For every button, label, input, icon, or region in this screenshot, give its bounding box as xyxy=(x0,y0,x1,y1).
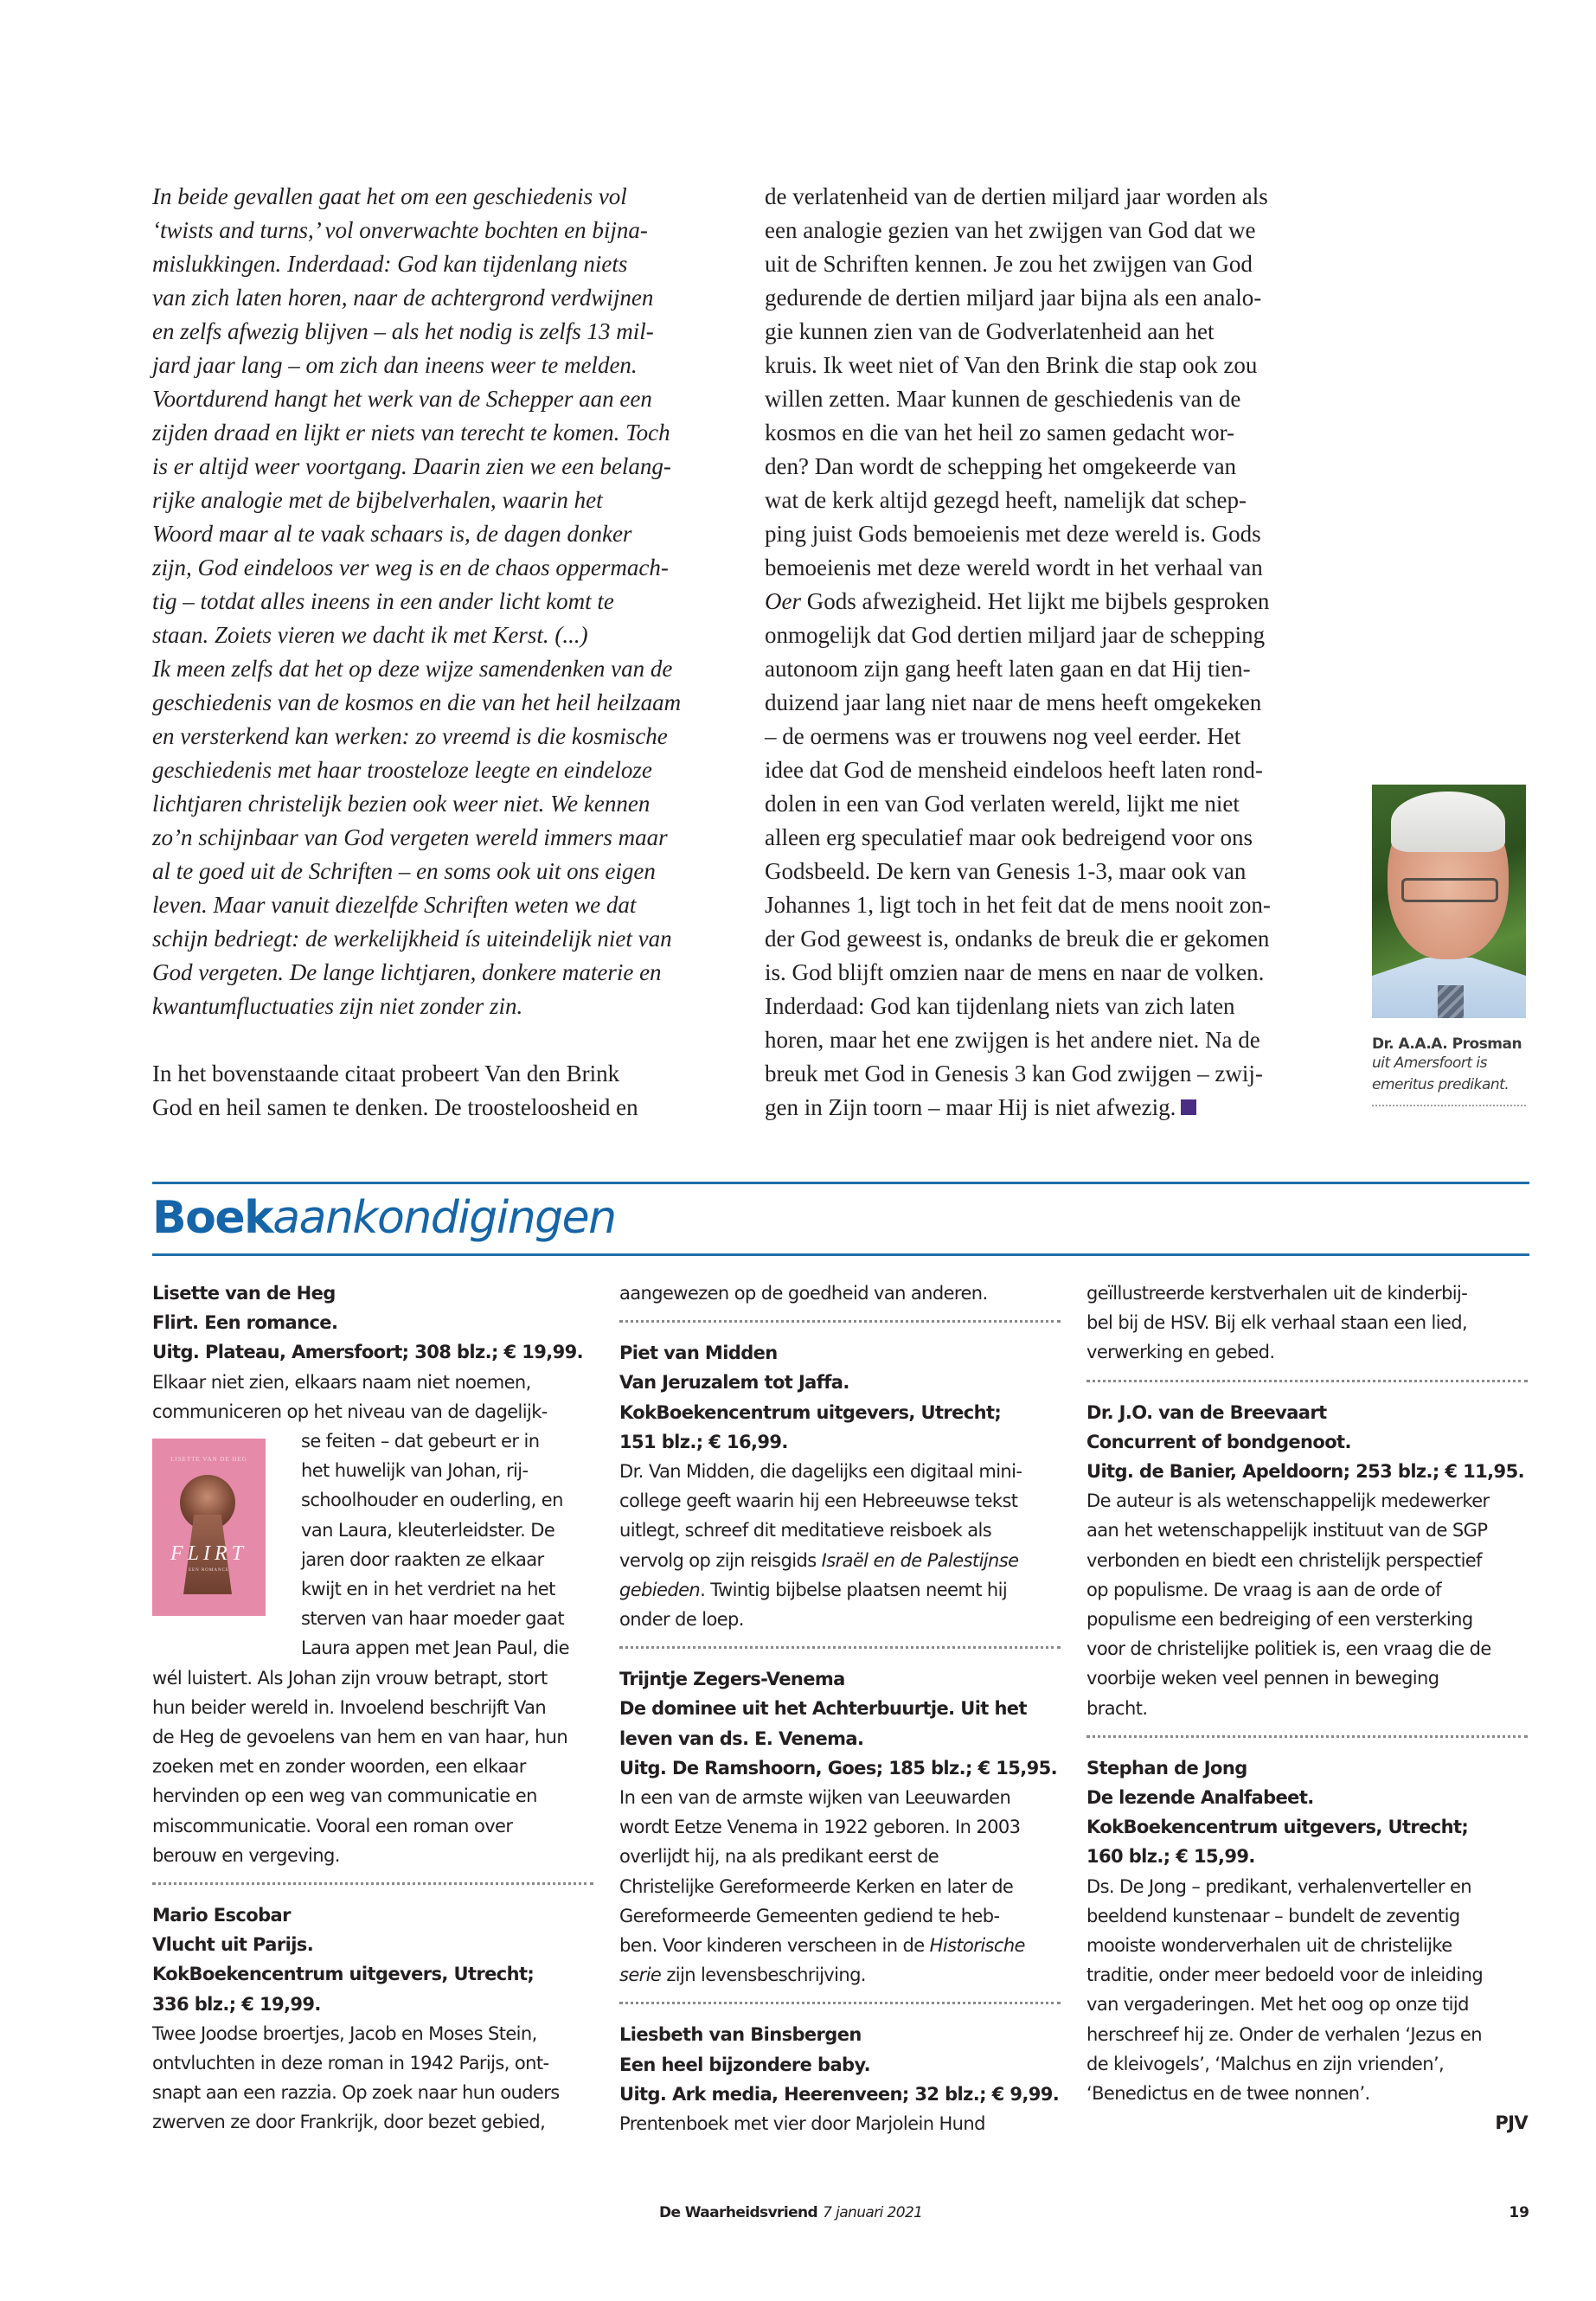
book-text-line: serie zijn levensbeschrijving. xyxy=(619,1965,866,1986)
dotted-divider xyxy=(619,1990,1061,2004)
book-text-line: Christelijke Gereformeerde Kerken en later de xyxy=(619,1875,1014,1897)
book-text-line: mooiste wonderverhalen uit de christelijke xyxy=(1086,1935,1452,1957)
quote-line: staan. Zoiets vieren we dacht ik met Kerst. (...) xyxy=(152,622,588,648)
book-text-line: miscommunicatie. Vooral een roman over xyxy=(152,1815,513,1836)
book-text-line: In een van de armste wijken van Leeuwarden xyxy=(619,1787,1011,1809)
page-footer xyxy=(152,2204,1529,2230)
book-text-line: ‘Benedictus en de twee nonnen’. xyxy=(1086,2083,1370,2105)
book-text-line: aan het wetenschappelijk instituut van de SGP xyxy=(1086,1520,1488,1541)
book-text-line: sterven van haar moeder gaat xyxy=(301,1608,564,1630)
body-line: – de oermens was er trouwens nog veel eerder. Het xyxy=(765,723,1241,749)
book-text-line: communiceren op het niveau van de dagelijk- xyxy=(152,1400,548,1422)
book-text-line: hun beider wereld in. Invoelend beschrijft Van xyxy=(152,1696,547,1718)
body-line: ping juist Gods bemoeienis met deze wereld is. Gods xyxy=(765,521,1261,547)
book-text-line: Prentenboek met vier door Marjolein Hund xyxy=(619,2113,985,2135)
book-text-line: Laura appen met Jean Paul, die xyxy=(301,1638,569,1659)
book-text-line: Twee Joodse broertjes, Jacob en Moses Stein, xyxy=(152,2022,537,2044)
quote-line: zijn, God eindeloos ver weg is en de chaos oppermach- xyxy=(152,554,669,580)
book-text-line: kwijt en in het verdriet na het xyxy=(301,1579,555,1600)
book-text-line: traditie, onder meer bedoeld voor de inleiding xyxy=(1086,1965,1484,1986)
book-title: Flirt. Een romance. xyxy=(152,1312,338,1334)
book-text-line: onder de loep. xyxy=(619,1609,744,1631)
body-line: is. God blijft omzien naar de mens en naar de volken. xyxy=(765,959,1265,985)
body-line: de verlatenheid van de dertien miljard jaar worden als xyxy=(765,183,1268,209)
book-price: 151 blz.; € 16,99. xyxy=(619,1431,788,1452)
book-text-line: voor de christelijke politiek is, een vraag die de xyxy=(1086,1638,1491,1660)
book-entry xyxy=(619,1338,1061,1634)
quote-line: lichtjaren christelijk bezien ook weer niet. We kennen xyxy=(152,791,651,817)
body-line: kruis. Ik weet niet of Van den Brink die stap ook zou xyxy=(765,352,1258,378)
quote-line: Ik meen zelfs dat het op deze wijze samendenken van de xyxy=(152,656,673,682)
book-publisher: Uitg. De Ramshoorn, Goes; 185 blz.; € 15,95. xyxy=(619,1757,1058,1779)
page-number: 19 xyxy=(1509,2204,1529,2221)
book-text-line: op populisme. De vraag is aan de orde of xyxy=(1086,1579,1441,1600)
quote-line: Voortdurend hangt het werk van de Schepper aan een xyxy=(152,386,652,412)
body-line: In het bovenstaande citaat probeert Van den Brink xyxy=(152,1061,620,1086)
book-text-line: gebieden. Twintig bijbelse plaatsen neemt hij xyxy=(619,1579,1008,1600)
body-line: een analogie gezien van het zwijgen van God dat we xyxy=(765,217,1256,243)
quote-line: kwantumfluctuaties zijn niet zonder zin. xyxy=(152,993,523,1019)
article-middle-column xyxy=(765,180,1336,1125)
book-text-line: college geeft waarin hij een Hebreeuwse tekst xyxy=(619,1490,1018,1512)
book-title: De lezende Analfabeet. xyxy=(1086,1787,1314,1809)
book-author: Stephan de Jong xyxy=(1086,1757,1247,1779)
book-author: Piet van Midden xyxy=(619,1343,778,1364)
book-text-line: voorbije weken veel pennen in beweging xyxy=(1086,1668,1439,1689)
book-text-line: verbonden en biedt een christelijk perspectief xyxy=(1086,1549,1482,1571)
book-text-line: ben. Voor kinderen verscheen in de Historische xyxy=(619,1935,1025,1957)
quote-line: Woord maar al te vaak schaars is, de dagen donker xyxy=(152,521,632,547)
dotted-divider xyxy=(619,1634,1061,1649)
quote-line: ‘twists and turns,’ vol onverwachte bochten en bijna- xyxy=(152,217,648,243)
book-cover-flirt: LISETTE VAN DE HEG FLIRT EEN ROMANCE xyxy=(152,1439,266,1616)
book-author: Liesbeth van Binsbergen xyxy=(619,2024,862,2046)
quote-line: zijden draad en lijkt er niets van terecht te komen. Toch xyxy=(152,420,670,445)
book-text-line: verwerking en gebed. xyxy=(1086,1342,1275,1363)
author-description: uit Amersfoort is emeritus predikant. xyxy=(1372,1054,1509,1093)
body-line: Johannes 1, ligt toch in het feit dat de mens nooit zon- xyxy=(765,892,1271,918)
quote-line: mislukkingen. Inderdaad: God kan tijdenlang niets xyxy=(152,251,628,277)
quote-line: en zelfs afwezig blijven – als het nodig is zelfs 13 mil- xyxy=(152,318,654,344)
book-text-line: Ds. De Jong – predikant, verhalenverteller en xyxy=(1086,1875,1472,1897)
book-text-line: se feiten – dat gebeurt er in xyxy=(301,1431,540,1452)
book-title: Vlucht uit Parijs. xyxy=(152,1934,314,1956)
book-text-line: zoeken met en zonder woorden, een elkaar xyxy=(152,1756,526,1778)
body-line: bemoeienis met deze wereld wordt in het verhaal van xyxy=(765,554,1263,580)
book-title: Concurrent of bondgenoot. xyxy=(1086,1431,1351,1452)
dotted-divider xyxy=(1086,1723,1528,1738)
section-rule-bottom xyxy=(152,1253,1529,1256)
quote-line: is er altijd weer voortgang. Daarin zien we een belang- xyxy=(152,453,671,479)
book-text-line: bracht. xyxy=(1086,1697,1148,1719)
book-publisher: KokBoekencentrum uitgevers, Utrecht; xyxy=(1086,1817,1469,1838)
article-left-column xyxy=(152,180,723,1125)
body-line: gedurende de dertien miljard jaar bijna als een analo- xyxy=(765,285,1262,311)
author-photo xyxy=(1372,785,1526,1018)
body-line: gen in Zijn toorn – maar Hij is niet afwezig. xyxy=(765,1091,1336,1125)
book-text-line: Dr. Van Midden, die dagelijks een digitaal mini- xyxy=(619,1461,1022,1483)
body-line: alleen erg speculatief maar ook bedreigend voor ons xyxy=(765,824,1253,850)
body-line: duizend jaar lang niet naar de mens heeft omgekeken xyxy=(765,689,1262,715)
book-text-line: herschreef hij ze. Onder de verhalen ‘Jezus en xyxy=(1086,2023,1482,2045)
quote-line: zo’n schijnbaar van God vergeten wereld immers maar xyxy=(152,824,668,850)
book-price: 160 blz.; € 15,99. xyxy=(1086,1846,1255,1868)
body-line: breuk met God in Genesis 3 kan God zwijgen – zwij- xyxy=(765,1061,1263,1086)
book-text-line: berouw en vergeving. xyxy=(152,1844,340,1866)
book-text-line: wordt Eetze Venema in 1922 geboren. In 2003 xyxy=(619,1817,1021,1838)
book-text-line: bel bij de HSV. Bij elk verhaal staan een lied, xyxy=(1086,1312,1468,1334)
book-author: Mario Escobar xyxy=(152,1905,291,1926)
body-line: kosmos en die van het heil zo samen gedacht wor- xyxy=(765,420,1235,445)
quote-line: leven. Maar vanuit diezelfde Schriften weten we dat xyxy=(152,892,637,918)
book-entry xyxy=(152,1900,593,2138)
book-title: De dominee uit het Achterbuurtje. Uit het xyxy=(619,1698,1027,1720)
book-text-line: overlijdt hij, na als predikant eerst de xyxy=(619,1846,939,1868)
book-entry xyxy=(619,1664,1061,1990)
book-text-line: de kleivogels’, ‘Malchus en zijn vrienden’, xyxy=(1086,2053,1445,2074)
footer-publication xyxy=(659,2204,922,2221)
body-line: wat de kerk altijd gezegd heeft, namelijk dat schep- xyxy=(765,487,1247,513)
body-line: onmogelijk dat God dertien miljard jaar de schepping xyxy=(765,622,1266,648)
books-column-3 xyxy=(1086,1279,1528,2138)
block-quote xyxy=(152,180,723,1023)
book-title-italic: Oer xyxy=(765,588,801,614)
book-title: leven van ds. E. Venema. xyxy=(619,1727,864,1749)
author-box xyxy=(1372,785,1526,1106)
book-text-line: zwerven ze door Frankrijk, door bezet gebied, xyxy=(152,2112,546,2133)
body-paragraph xyxy=(152,1057,723,1125)
quote-line: al te goed uit de Schriften – en soms ook uit ons eigen xyxy=(152,858,656,884)
body-line: idee dat God de mensheid eindeloos heeft laten rond- xyxy=(765,757,1263,783)
book-text-line: uitlegt, schreef dit meditatieve reisboek als xyxy=(619,1520,992,1541)
book-title: Een heel bijzondere baby. xyxy=(619,2054,870,2075)
book-text-line: geïllustreerde kerstverhalen uit de kinderbij- xyxy=(1086,1283,1468,1304)
body-line: den? Dan wordt de schepping het omgekeerde van xyxy=(765,453,1237,479)
book-entry xyxy=(1086,1398,1528,1723)
dotted-divider xyxy=(1372,1105,1526,1106)
quote-line: schijn bedriegt: de werkelijkheid ís uiteindelijk niet van xyxy=(152,926,672,952)
body-line: Oer Gods afwezigheid. Het lijkt me bijbels gesproken xyxy=(765,588,1270,614)
section-rule-top xyxy=(152,1182,1529,1184)
book-text-line: snapt aan een razzia. Op zoek naar hun ouders xyxy=(152,2082,560,2104)
book-text-line: wél luistert. Als Johan zijn vrouw betrapt, stort xyxy=(152,1667,548,1689)
book-publisher: Uitg. de Banier, Apeldoorn; 253 blz.; € 11,95. xyxy=(1086,1461,1524,1483)
book-text-line: vervolg op zijn reisgids Israël en de Palestijnse xyxy=(619,1549,1019,1571)
quote-line: God vergeten. De lange lichtjaren, donkere materie en xyxy=(152,959,662,985)
book-text-line: de Heg de gevoelens van hem en van haar, hun xyxy=(152,1727,568,1748)
quote-line: geschiedenis met haar troosteloze leegte en eindeloze xyxy=(152,757,652,783)
book-author: Dr. J.O. van de Breevaart xyxy=(1086,1401,1327,1423)
book-text-line: het huwelijk van Johan, rij- xyxy=(301,1460,529,1482)
books-column-2 xyxy=(619,1279,1061,2138)
quote-line: en versterkend kan werken: zo vreemd is die kosmische xyxy=(152,723,668,749)
book-text-line: Elkaar niet zien, elkaars naam niet noemen, xyxy=(152,1371,531,1393)
book-entry xyxy=(152,1279,593,1870)
author-name: Dr. A.A.A. Prosman xyxy=(1372,1035,1522,1053)
section-title: Boekaankondigingen xyxy=(152,1192,616,1244)
book-author: Lisette van de Heg xyxy=(152,1283,336,1304)
book-publisher: KokBoekencentrum uitgevers, Utrecht; xyxy=(152,1964,535,1985)
body-line: dolen in een van God verlaten wereld, lijkt me niet xyxy=(765,791,1240,817)
reviewer-signature: PJV xyxy=(1495,2112,1528,2134)
body-line: Inderdaad: God kan tijdenlang niets van zich laten xyxy=(765,993,1235,1019)
body-line: der God geweest is, ondanks de breuk die er gekomen xyxy=(765,926,1270,952)
quote-line: van zich laten horen, naar de achtergrond verdwijnen xyxy=(152,285,654,311)
dotted-divider xyxy=(152,1870,593,1885)
quote-line: rijke analogie met de bijbelverhalen, waarin het xyxy=(152,487,603,513)
book-text-line: De auteur is als wetenschappelijk medewerker xyxy=(1086,1490,1490,1512)
end-of-article-square-icon xyxy=(1181,1099,1196,1115)
body-line: God en heil samen te denken. De troosteloosheid en xyxy=(152,1094,638,1120)
book-title: Van Jeruzalem tot Jaffa. xyxy=(619,1372,849,1394)
book-text-line: hervinden op een weg van communicatie en xyxy=(152,1785,537,1807)
quote-line: In beide gevallen gaat het om een geschiedenis vol xyxy=(152,183,627,209)
body-line: gie kunnen zien van de Godverlatenheid aan het xyxy=(765,318,1215,344)
quote-line: geschiedenis van de kosmos en die van het heil heilzaam xyxy=(152,689,682,715)
dotted-divider xyxy=(1086,1368,1528,1382)
dotted-divider xyxy=(619,1308,1061,1323)
book-text-line: Gereformeerde Gemeenten gediend te heb- xyxy=(619,1905,1000,1926)
book-text-line: ontvluchten in deze roman in 1942 Parijs, ont- xyxy=(152,2053,549,2074)
book-text-line: van Laura, kleuterleidster. De xyxy=(301,1519,555,1541)
book-price: 336 blz.; € 19,99. xyxy=(152,1993,321,2015)
body-line: willen zetten. Maar kunnen de geschiedenis van de xyxy=(765,386,1241,412)
book-text-line: van vergaderingen. Met het oog op onze tijd xyxy=(1086,1994,1469,2016)
book-text-line: beeldend kunstenaar – bundelt de zeventig xyxy=(1086,1905,1460,1926)
quote-line: jard jaar lang – om zich dan ineens weer te melden. xyxy=(152,352,638,378)
book-entry xyxy=(1086,1753,1528,2108)
body-line: uit de Schriften kennen. Je zou het zwijgen van God xyxy=(765,251,1253,277)
book-author: Trijntje Zegers-Venema xyxy=(619,1669,845,1690)
book-publisher: Uitg. Plateau, Amersfoort; 308 blz.; € 19,99. xyxy=(152,1342,584,1363)
books-column-1 xyxy=(152,1279,593,2138)
book-text-line: jaren door raakten ze elkaar xyxy=(301,1548,544,1570)
body-line: Godsbeeld. De kern van Genesis 1-3, maar ook van xyxy=(765,858,1247,884)
body-line: horen, maar het ene zwijgen is het andere niet. Na de xyxy=(765,1027,1260,1053)
publication-name: De Waarheidsvriend xyxy=(659,2204,818,2221)
book-entry xyxy=(619,2020,1061,2138)
book-text-line: populisme een bedreiging of een versterking xyxy=(1086,1609,1473,1631)
body-line: autonoom zijn gang heeft laten gaan en dat Hij tien- xyxy=(765,656,1251,682)
book-text-line: schoolhouder en ouderling, en xyxy=(301,1490,563,1511)
quote-line: tig – totdat alles ineens in een ander licht komt te xyxy=(152,588,614,614)
book-publisher: KokBoekencentrum uitgevers, Utrecht; xyxy=(619,1401,1002,1423)
book-text-line: aangewezen op de goedheid van anderen. xyxy=(619,1283,988,1304)
book-publisher: Uitg. Ark media, Heerenveen; 32 blz.; € 9,99. xyxy=(619,2083,1060,2105)
publication-date: 7 januari 2021 xyxy=(823,2204,923,2221)
